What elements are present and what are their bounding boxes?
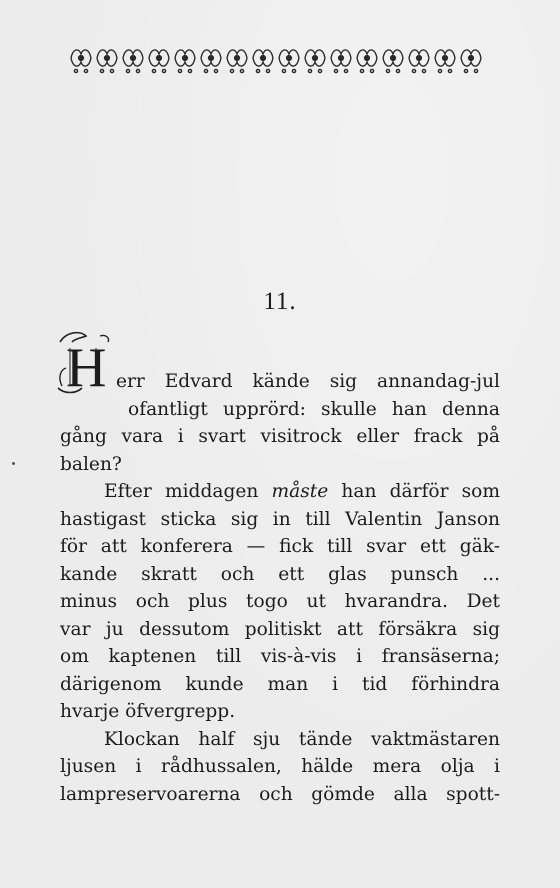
ornament-curl <box>74 69 77 72</box>
ornament-curl <box>178 69 181 72</box>
ornament-curl <box>360 69 363 72</box>
ornament-dot <box>417 56 422 61</box>
ornament-curl <box>448 69 451 72</box>
emphasis-word: måste <box>271 481 329 502</box>
ornament-dot <box>209 56 214 61</box>
ornament-curl <box>188 69 191 72</box>
ornament-dot <box>105 56 110 61</box>
ornament-curl <box>318 69 321 72</box>
text-segment: han därför som <box>341 481 500 502</box>
second-text-line: ofantligt upprörd: skulle han denna <box>128 399 500 420</box>
ornament-curl <box>282 69 285 72</box>
ornament-dot <box>157 56 162 61</box>
text-line: om kaptenen till vis-à-vis i fransäserna; <box>60 646 500 667</box>
ornament-curl <box>344 69 347 72</box>
ornament-dot <box>79 56 84 61</box>
opening-text-line: err Edvard kände sig annandag-jul <box>116 371 500 392</box>
text-line: minus och plus togo ut hvarandra. Det <box>60 591 500 612</box>
text-line: för att konferera — fick till svar ett gäk- <box>60 536 500 557</box>
ornament-curl <box>334 69 337 72</box>
ornament-dot <box>131 56 136 61</box>
drop-cap-letter: H <box>66 337 107 398</box>
ornament-dot <box>287 56 292 61</box>
chapter-number: 11. <box>263 288 297 315</box>
ornament-dot <box>443 56 448 61</box>
text-line: därigenom kunde man i tid förhindra <box>60 673 500 695</box>
floral-ornament-band-icon <box>68 42 486 74</box>
ornament-curl <box>438 69 441 72</box>
ornament-curl <box>204 69 207 72</box>
text-line: hastigast sticka sig in till Valentin Janson <box>60 508 500 530</box>
ornament-curl <box>100 69 103 72</box>
text-line: lampreservoarerna och gömde alla spott- <box>60 783 500 805</box>
ornament-curl <box>396 69 399 72</box>
paragraph-start-line <box>60 478 500 506</box>
text-line: var ju dessutom politiskt att försäkra sig <box>60 618 500 640</box>
ornament-curl <box>464 69 467 72</box>
ornament-dot <box>183 56 188 61</box>
ornament-curl <box>240 69 243 72</box>
ornament-curl <box>412 69 415 72</box>
ornament-curl <box>152 69 155 72</box>
ornament-curl <box>84 69 87 72</box>
ornament-dot <box>339 56 344 61</box>
ornament-curl <box>162 69 165 72</box>
ornament-curl <box>266 69 269 72</box>
paper-speck <box>12 462 15 465</box>
ornament-curl <box>110 69 113 72</box>
ornament-dot <box>469 56 474 61</box>
ornament-curl <box>256 69 259 72</box>
decorated-initial-letter-icon <box>56 328 112 398</box>
text-line: hvarje öfvergrepp. <box>60 701 236 722</box>
ornament-curl <box>370 69 373 72</box>
ornament-curl <box>422 69 425 72</box>
ornament-curl <box>214 69 217 72</box>
ornament-curl <box>386 69 389 72</box>
ornament-curl <box>308 69 311 72</box>
ornament-dot <box>313 56 318 61</box>
ornament-dot <box>391 56 396 61</box>
ornament-curl <box>292 69 295 72</box>
ornament-dot <box>235 56 240 61</box>
text-line: kande skratt och ett glas punsch ... <box>60 563 500 585</box>
text-line: balen? <box>60 453 122 475</box>
ornament-dot <box>365 56 370 61</box>
ornament-curl <box>136 69 139 72</box>
ornament-curl <box>474 69 477 72</box>
ornament-curl <box>126 69 129 72</box>
ornament-curl <box>230 69 233 72</box>
text-line: ljusen i rådhussalen, hälde mera olja i <box>60 756 500 777</box>
text-segment: Efter middagen <box>104 481 259 502</box>
body-text <box>60 423 500 808</box>
paragraph-start-line: Klockan half sju tände vaktmästaren <box>104 728 500 750</box>
text-line: gång vara i svart visitrock eller frack på <box>60 426 500 447</box>
ornament-dot <box>261 56 266 61</box>
